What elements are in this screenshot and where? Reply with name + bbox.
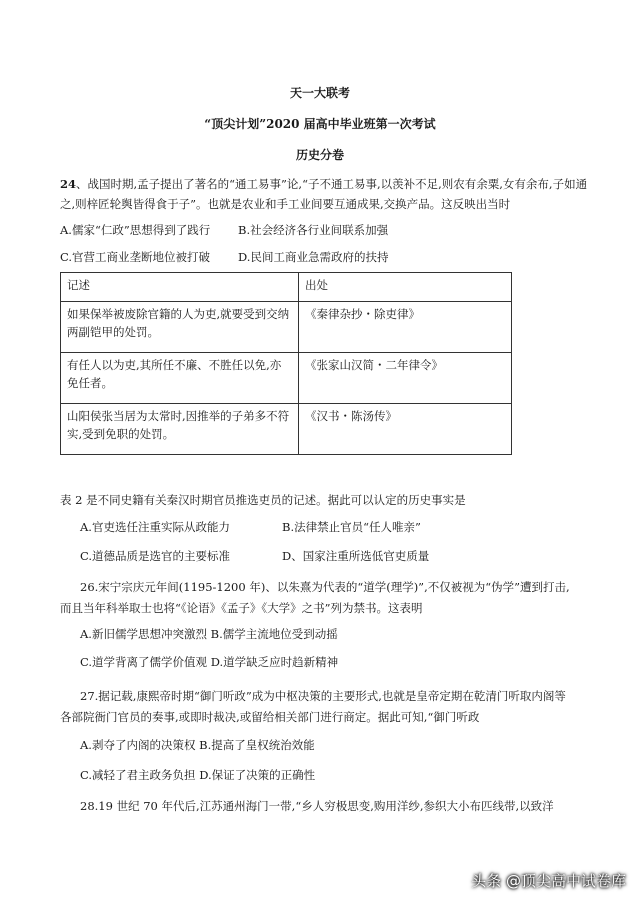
table-row [61,404,512,455]
table-header-row [61,273,512,302]
exam-name: 天一大联考 [289,86,350,100]
q25-option-c: C.道德品质是选官的主要标准 [80,549,231,563]
q27-options-ab: A.剥夺了内阁的决策权 B.提高了皇权统治效能 [80,738,315,752]
table-row [61,302,512,353]
q25-option-d: D、国家注重所选低官吏质量 [282,549,430,563]
records-table [60,272,512,455]
q24-option-d: D.民间工商业急需政府的扶持 [238,250,389,264]
q27-line-1: 27.据记载,康熙帝时期“御门听政”成为中枢决策的主要形式,也就是皇帝定期在乾清门听取内阁等 [80,689,566,703]
q27-line-2: 各部院衙门官员的奏事,或即时裁决,或留给相关部门进行商定。据此可知,“御门听政 [60,710,480,724]
table-cell-source: 《张家山汉简・二年律令》 [299,353,512,404]
q26-line-2: 而且当年科举取士也将“《论语》《孟子》《大学》之书”列为禁书。这表明 [60,601,423,615]
table-cell-record: 山阳侯张当居为太常时,因推举的子弟多不符实,受到免职的处罚。 [61,404,299,455]
q27-options-cd: C.减轻了君主政务负担 D.保证了决策的正确性 [80,768,316,782]
exam-title: “顶尖计划”2020 届高中毕业班第一次考试 [204,117,436,131]
q24-text-1: 、战国时期,孟子提出了著名的“通工易事”论,“子不通工易事,以羡补不足,则农有余粟,女有余布,子如通 [76,177,588,191]
table-cell-record: 如果保举被废除官籍的人为吏,就要受到交纳两副铠甲的处罚。 [61,302,299,353]
q25-stem: 表 2 是不同史籍有关秦汉时期官员推选吏员的记述。据此可以认定的历史事实是 [60,493,466,507]
q24-option-c: C.官营工商业垄断地位被打破 [60,250,211,264]
table-cell-source: 《秦律杂抄・除吏律》 [299,302,512,353]
table-cell-record: 有任人以为吏,其所任不廉、不胜任以免,亦免任者。 [61,353,299,404]
q25-option-a: A.官吏选任注重实际从政能力 [80,520,230,534]
table-header-record: 记述 [61,273,299,302]
q24-option-a: A.儒家“仁政”思想得到了践行 [60,223,211,237]
q26-line-1: 26.宋宁宗庆元年间(1195-1200 年)、以朱熹为代表的“道学(理学)”,不仅被视为“伪学”遭到打击, [80,580,570,594]
subject-title: 历史分卷 [295,148,344,162]
q24-line-1 [60,176,587,192]
q24-option-b: B.社会经济各行业间联系加强 [238,223,389,237]
q24-line-2: 之,则梓匠轮舆皆得食于子”。也就是农业和手工业间要互通成果,交换产品。这反映出当时 [60,197,511,211]
q25-option-b: B.法律禁止官员“任人唯亲” [282,520,421,534]
q26-options-cd: C.道学背离了儒学价值观 D.道学缺乏应时趋新精神 [80,655,339,669]
table-cell-source: 《汉书・陈汤传》 [299,404,512,455]
table-header-source: 出处 [299,273,512,302]
table-row [61,353,512,404]
q24-number: 24 [60,177,77,191]
q26-options-ab: A.新旧儒学思想冲突激烈 B.儒学主流地位受到动摇 [80,627,338,641]
q28-line-1: 28.19 世纪 70 年代后,江苏通州海门一带,“乡人穷极思变,购用洋纱,参织大小布匹线带,以致洋 [80,799,554,813]
watermark: 头条 @顶尖高中试卷库 [471,872,626,890]
